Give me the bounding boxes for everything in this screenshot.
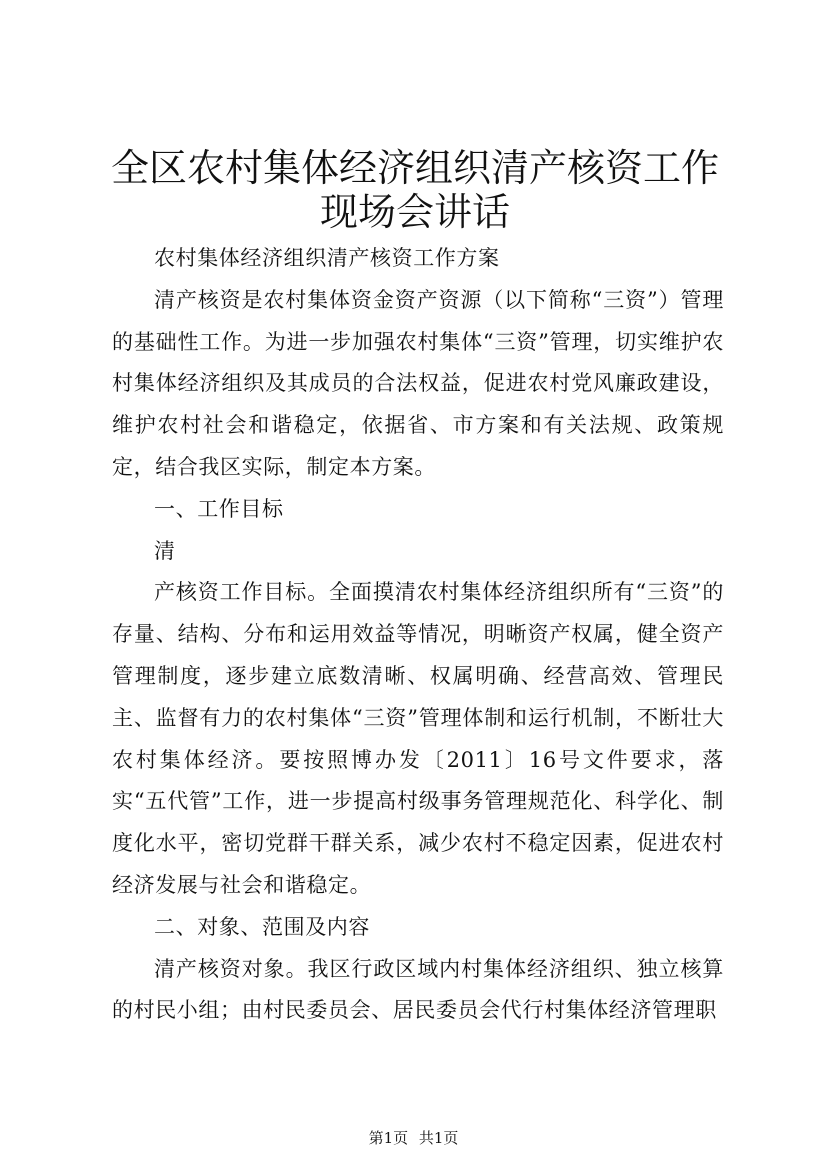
section-heading-scope: 二、对象、范围及内容 bbox=[154, 914, 370, 939]
paragraph-intro: 清产核资是农村集体资金资产资源（以下简称“三资”）管理的基础性工作。为进一步加强农村集体“三资”管理，切实维护农村集体经济组织及其成员的合法权益，促进农村党风廉政建设，维护农村社会和谐稳定，依据省、市方案和有关法规、政策规定，结合我区实际，制定本方案。 bbox=[112, 287, 724, 479]
page-total: 共1页 bbox=[418, 1129, 459, 1147]
page-number: 第1页 bbox=[368, 1129, 409, 1147]
paragraph-scope: 清产核资对象。我区行政区域内村集体经济组织、独立核算的村民小组；由村民委员会、居民委员会代行村集体经济管理职 bbox=[112, 956, 724, 1023]
paragraph-subtitle: 农村集体经济组织清产核资工作方案 bbox=[154, 246, 500, 270]
paragraph-goals: 产核资工作目标。全面摸清农村集体经济组织所有“三资”的存量、结构、分布和运用效益等情况，明晰资产权属，健全资产管理制度，逐步建立底数清晰、权属明确、经营高效、管理民主、监督有力的农村集体“三资”管理体制和运行机制，不断壮大农村集体经济。要按照博办发〔2011〕16号文件要求，落实“五代管”工作，进一步提高村级事务管理规范化、科学化、制度化水平，密切党群干群关系，减少农村不稳定因素，促进农村经济发展与社会和谐稳定。 bbox=[112, 580, 724, 897]
document-title: 全区农村集体经济组织清产核资工作现场会讲话 bbox=[110, 146, 719, 234]
paragraph-fragment: 清 bbox=[154, 538, 176, 563]
page-footer bbox=[0, 1128, 827, 1148]
document-body bbox=[112, 238, 724, 1032]
section-heading-goals: 一、工作目标 bbox=[154, 496, 284, 521]
